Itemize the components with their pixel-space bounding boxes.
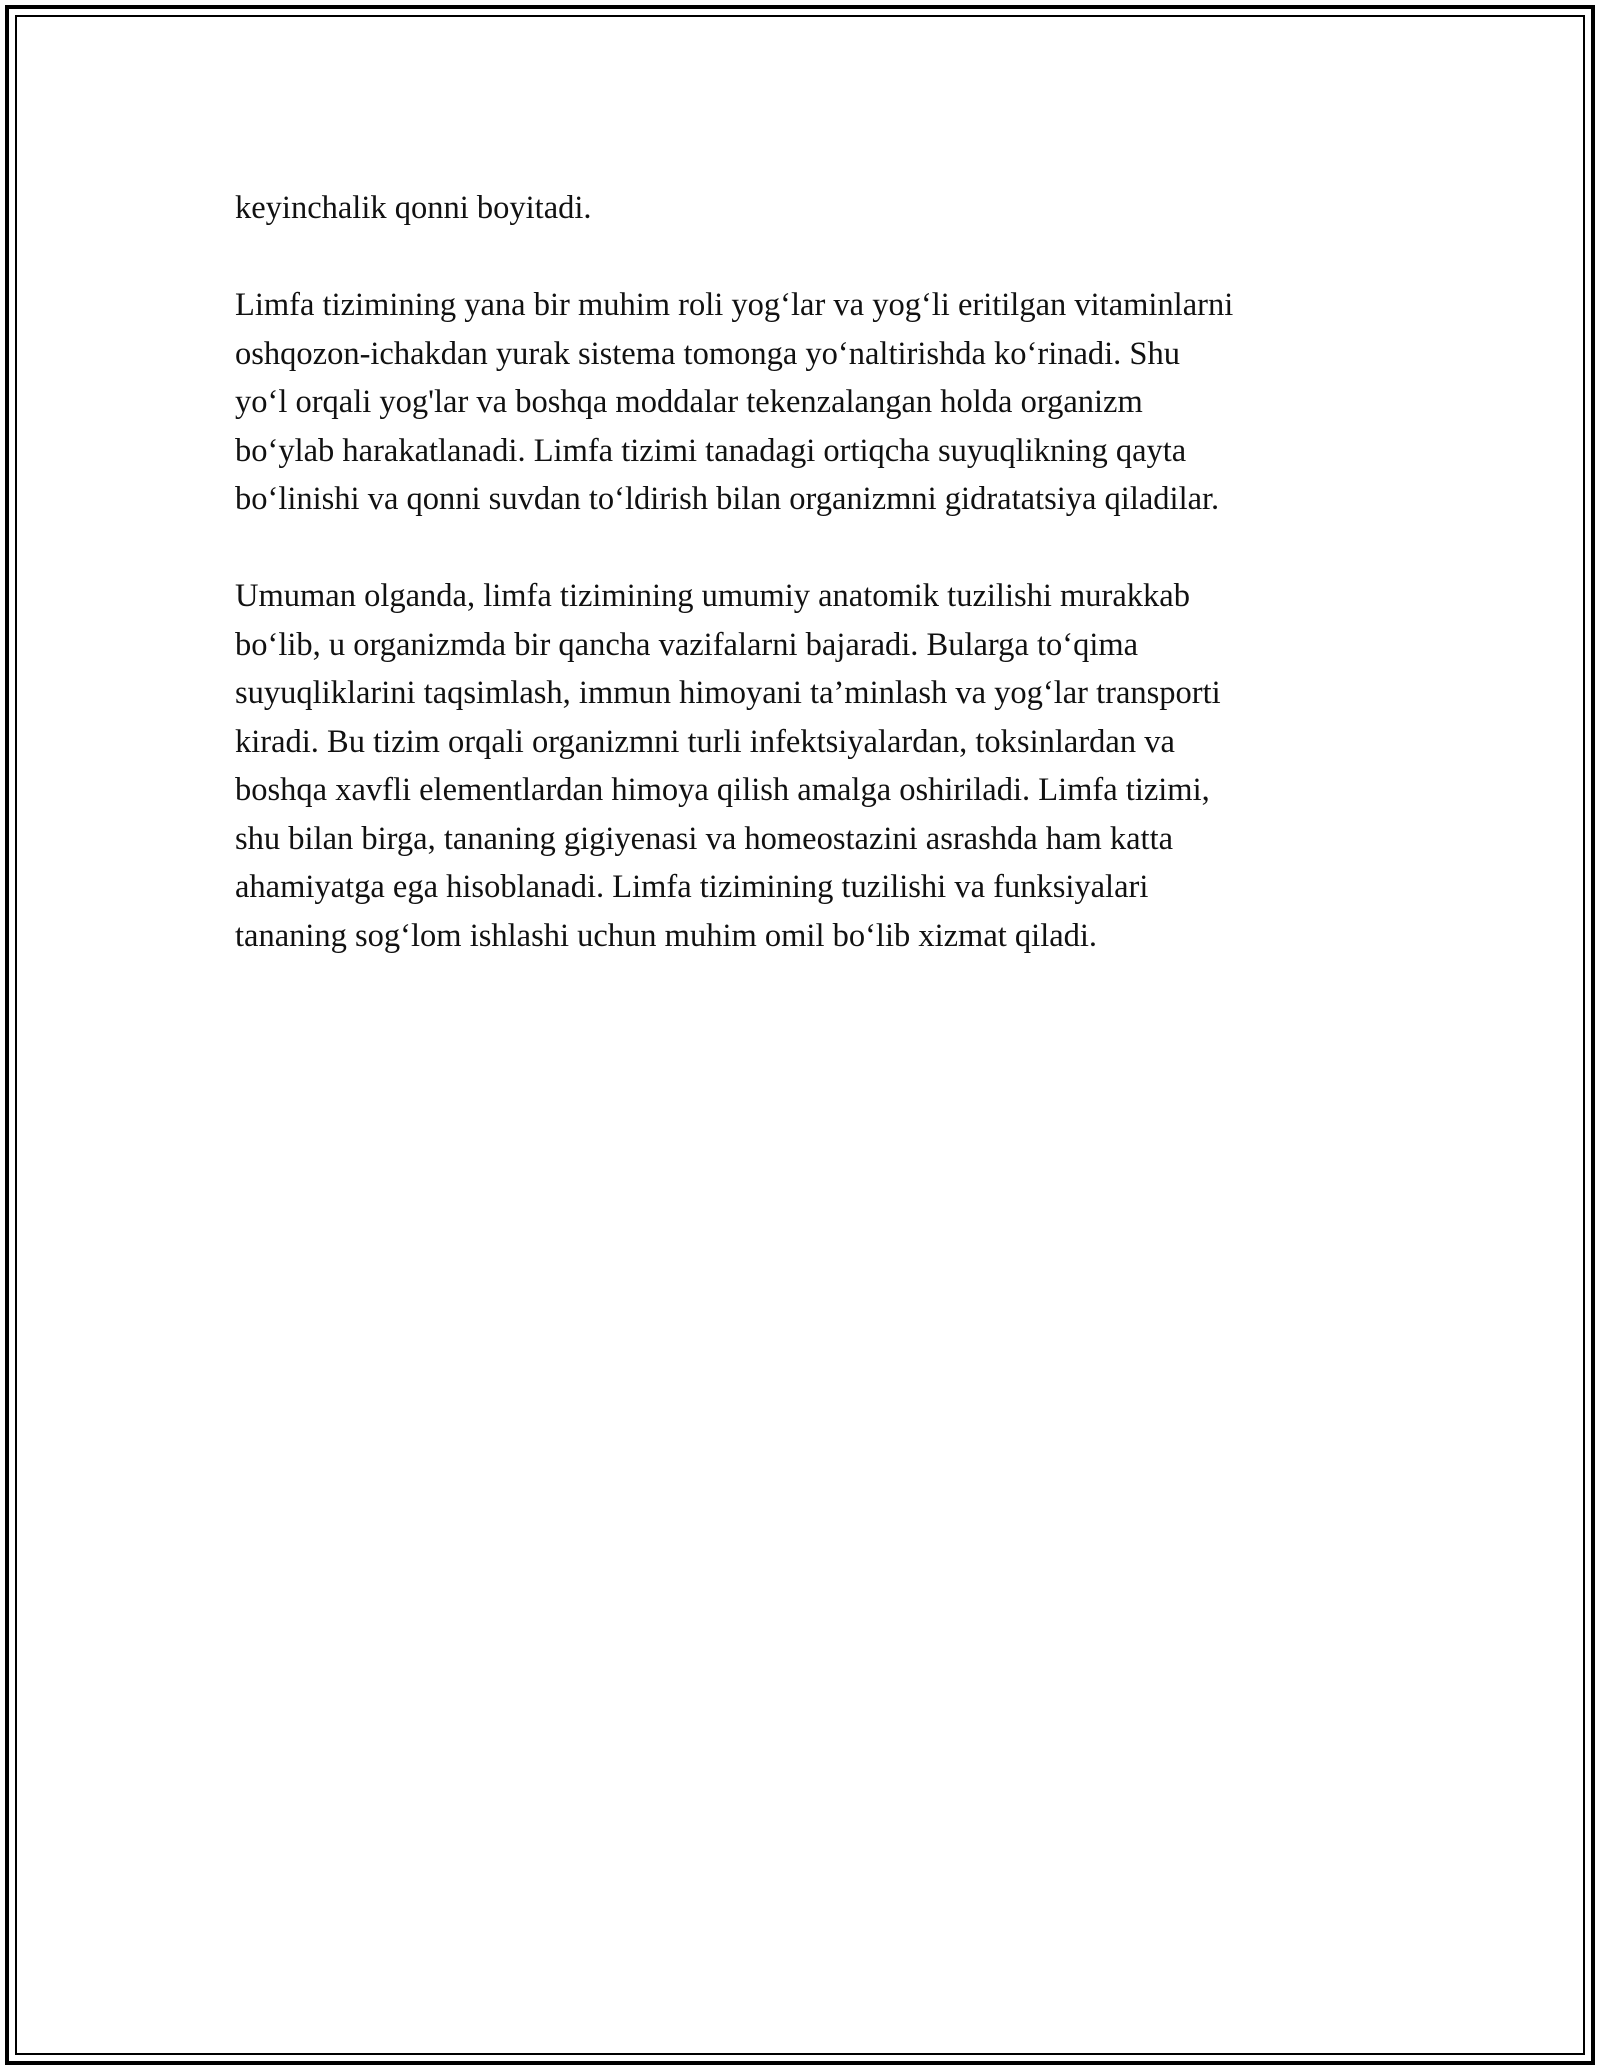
text-line: tananing sog‘lom ishlashi uchun muhim omil bo‘lib xizmat qiladi. [235, 917, 1098, 954]
text-line: bo‘linishi va qonni suvdan to‘ldirish bilan organizmni gidratatsiya qiladilar. [235, 481, 1220, 517]
text-line: bo‘ylab harakatlanadi. Limfa tizimi tanadagi ortiqcha suyuqlikning qayta [235, 432, 1187, 469]
text-line: yo‘l orqali yog'lar va boshqa moddalar tekenzalangan holda organizm [235, 384, 1143, 420]
paragraph-1 [235, 184, 1395, 233]
paragraph-3 [235, 572, 1395, 960]
text-line: oshqozon-ichakdan yurak sistema tomonga yo‘naltirishda ko‘rinadi. Shu [235, 335, 1181, 372]
text-line: keyinchalik qonni boyitadi. [235, 190, 592, 226]
text-line: boshqa xavfli elementlardan himoya qilish amalga oshiriladi. Limfa tizimi, [235, 772, 1210, 808]
paragraph-2 [235, 281, 1395, 524]
text-line: suyuqliklarini taqsimlash, immun himoyani ta’minlash va yog‘lar transporti [235, 675, 1221, 711]
text-line: ahamiyatga ega hisoblanadi. Limfa tizimining tuzilishi va funksiyalari [235, 869, 1149, 905]
text-line: Limfa tizimining yana bir muhim roli yog‘lar va yog‘li eritilgan vitaminlarni [235, 287, 1234, 323]
document-body [235, 184, 1395, 1009]
text-line: kiradi. Bu tizim orqali organizmni turli infektsiyalardan, toksinlardan va [235, 723, 1175, 760]
text-line: bo‘lib, u organizmda bir qancha vazifalarni bajaradi. Bularga to‘qima [235, 626, 1139, 663]
text-line: Umuman olganda, limfa tizimining umumiy anatomik tuzilishi murakkab [235, 578, 1190, 614]
text-line: shu bilan birga, tananing gigiyenasi va homeostazini asrashda ham katta [235, 820, 1174, 857]
